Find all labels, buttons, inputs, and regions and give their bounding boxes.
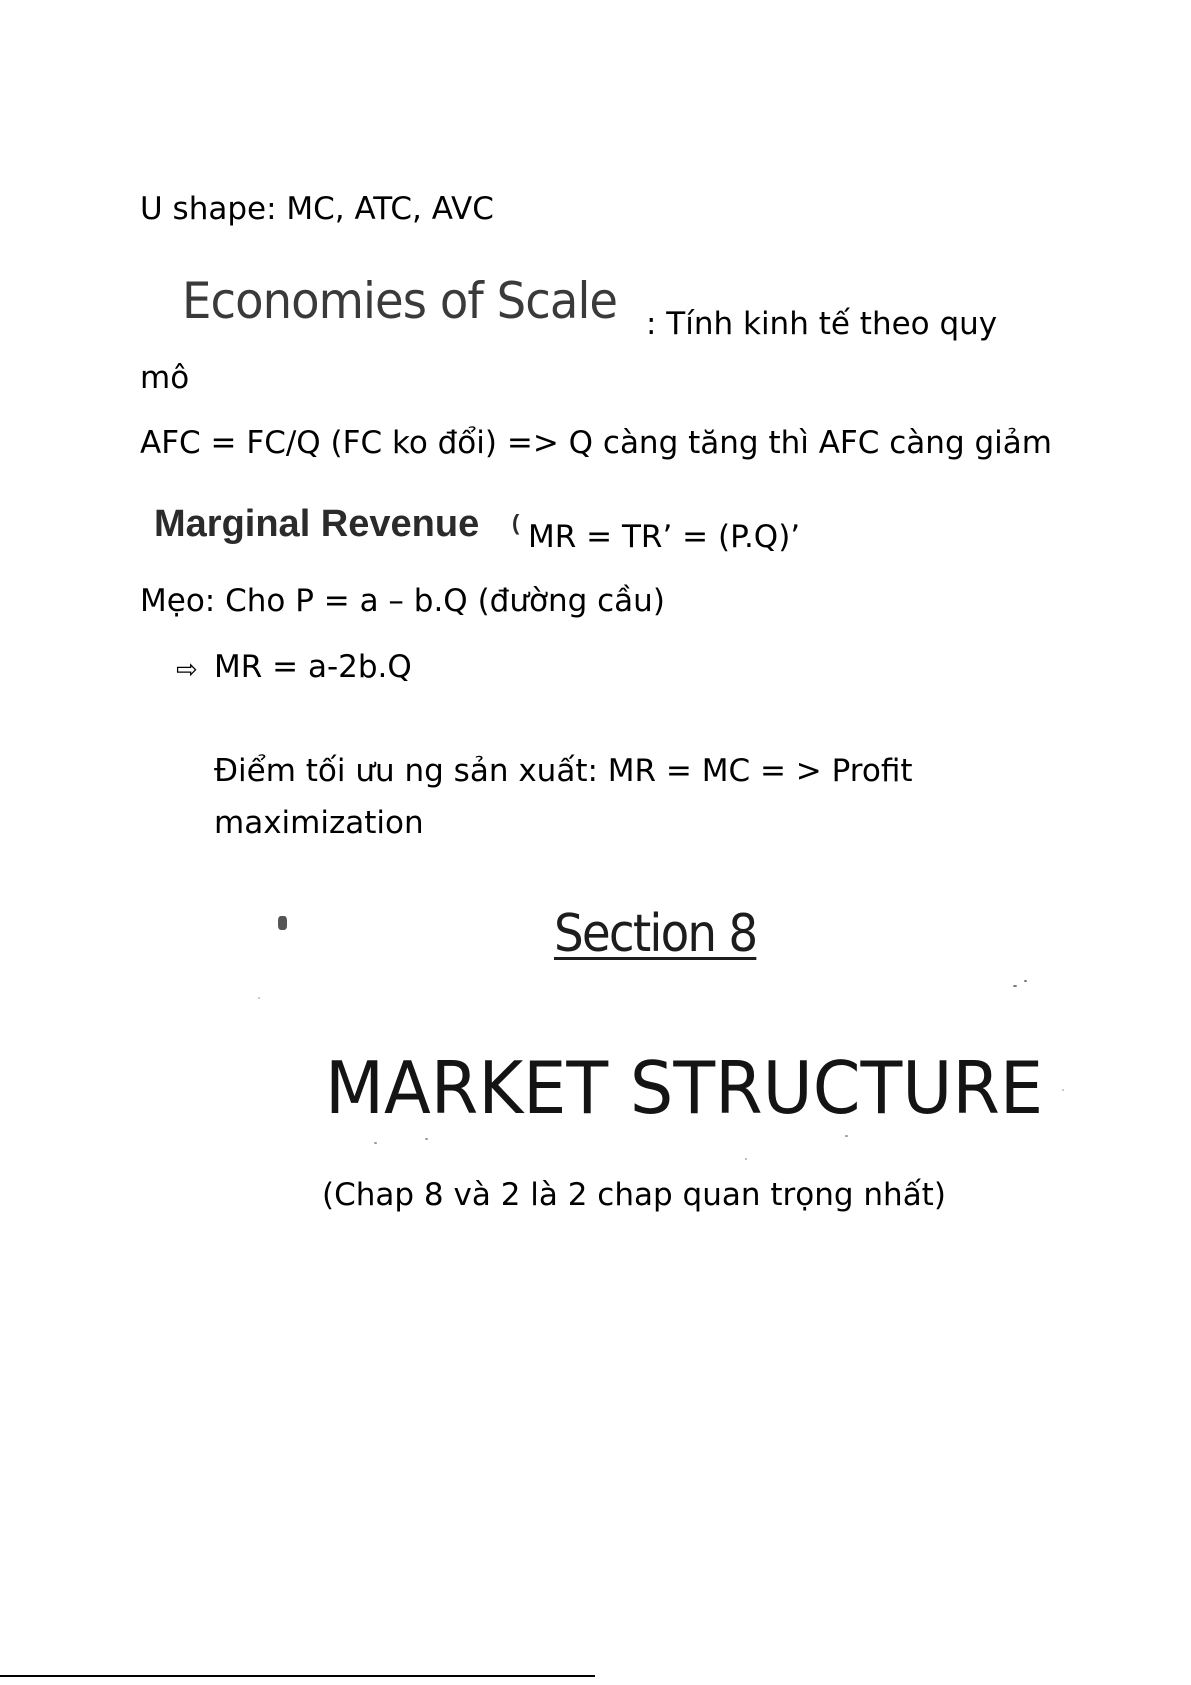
market-structure-heading: MARKET STRUCTURE — [325, 1046, 1044, 1130]
text-mr-result: MR = a-2b.Q — [214, 649, 412, 685]
marginal-revenue-paren: ( — [512, 510, 520, 535]
economies-of-scale-image: Economies of Scale — [182, 272, 618, 330]
scan-speck — [1024, 980, 1027, 982]
text-economies-definition: : Tính kinh tế theo quy — [646, 306, 998, 342]
text-optimum-line2: maximization — [214, 805, 424, 841]
text-afc-formula: AFC = FC/Q (FC ko đổi) => Q càng tăng thì AFC càng giảm — [140, 425, 1052, 461]
scan-speck — [745, 1158, 747, 1160]
scan-speck — [1013, 985, 1017, 987]
scan-speck — [278, 916, 287, 930]
text-optimum-line1: Điểm tối ưu ng sản xuất: MR = MC = > Profit — [214, 753, 913, 789]
text-economies-definition-cont: mô — [140, 360, 190, 396]
section-title-image: Section 8 — [554, 904, 757, 964]
scan-speck — [1062, 1089, 1064, 1091]
text-mr-formula: MR = TR’ = (P.Q)’ — [528, 519, 801, 555]
text-tip-demand: Mẹo: Cho P = a – b.Q (đường cầu) — [140, 583, 665, 619]
arrow-right-icon: ⇨ — [176, 654, 198, 684]
scan-speck — [258, 997, 260, 999]
scan-speck — [845, 1135, 848, 1137]
footnote-separator — [0, 1675, 595, 1677]
text-chapter-note: (Chap 8 và 2 là 2 chap quan trọng nhất) — [322, 1177, 946, 1213]
scan-speck — [374, 1142, 377, 1144]
text-u-shape: U shape: MC, ATC, AVC — [140, 191, 494, 227]
scan-speck — [425, 1138, 428, 1140]
marginal-revenue-image: Marginal Revenue — [154, 503, 480, 545]
